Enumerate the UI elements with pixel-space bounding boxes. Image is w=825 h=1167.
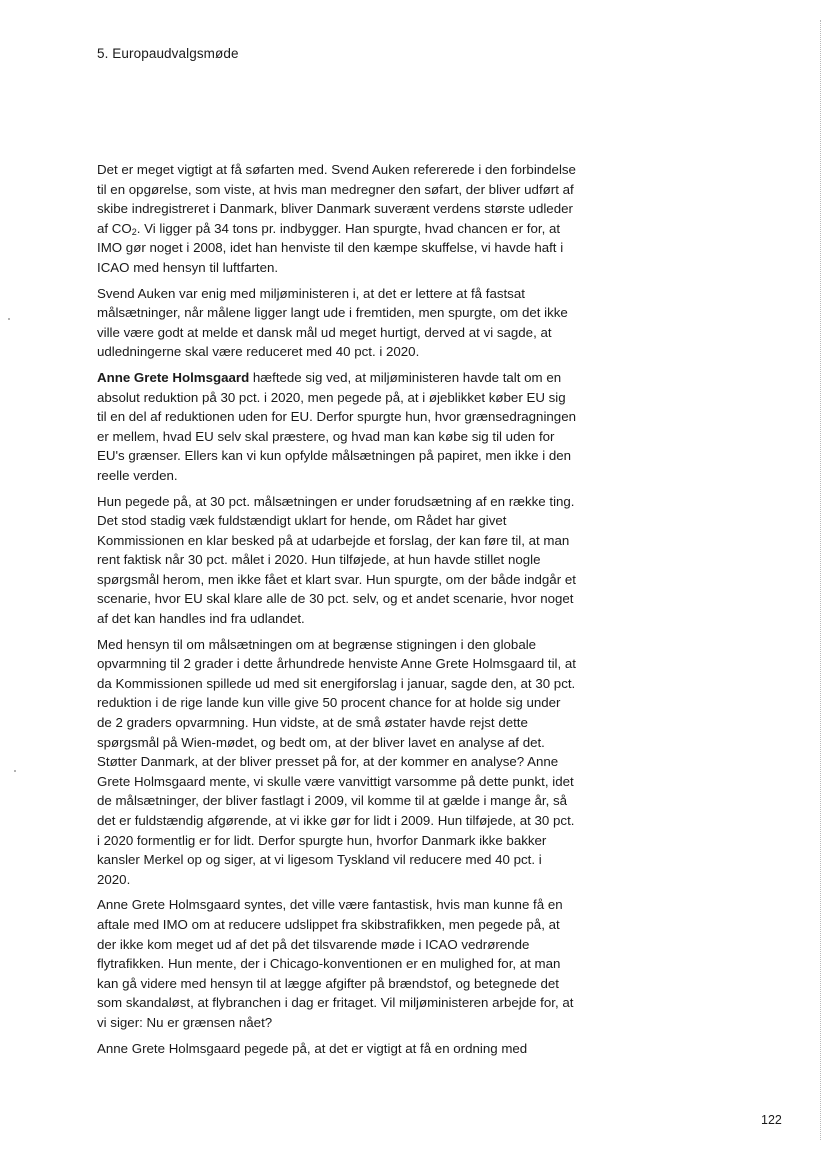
speaker-name: Anne Grete Holmsgaard (97, 369, 250, 385)
paragraph-3 (97, 368, 577, 486)
paragraph-4: Hun pegede på, at 30 pct. målsætningen er under forudsætning af en række ting. Det stod stadig væk fuldstændigt uklart for hende, om Rådet har givet Kommissionen en klar besked på at udarbejde et forslag, der kan føre til, at man rent faktisk når 30 pct. målet i 2020. Hun tilføjede, at hun havde stillet nogle spørgsmål herom, men ikke fået et klart svar. Hun spurgte, om der både indgår et scenarie, hvor EU skal klare alle de 30 pct. selv, og et andet scenarie, hvor noget af det kan handles ind fra udlandet. (97, 493, 576, 627)
page-header: 5. Europaudvalgsmøde (97, 46, 239, 61)
paragraph-7: Anne Grete Holmsgaard pegede på, at det er vigtigt at få en ordning med (97, 1040, 528, 1056)
paragraph-3-text: hæftede sig ved, at miljøministeren havde talt om en absolut reduktion på 30 pct. i 2020, men pegede på, at i øjeblikket køber EU sig til en del af reduktionen uden for EU. Derfor spurgte hun, hvor grænsedragningen er mellem, hvad EU selv skal præstere, og hvad man kan købe sig til uden for EU's grænser. Ellers kan vi kun opfylde målsætningen på papiret, men ikke i den reelle verden. (97, 369, 576, 483)
co2-subscript: 2 (131, 226, 137, 237)
paragraph-1 (97, 160, 577, 278)
page-number: 122 (761, 1113, 782, 1127)
scan-speck (8, 318, 10, 320)
paragraph-5: Med hensyn til om målsætningen om at begrænse stigningen i den globale opvarmning til 2 grader i dette århundrede henviste Anne Grete Holmsgaard til, at da Kommissionen spillede ud med sit energiforslag i januar, sagde den, at 30 pct. reduktion i de rige lande kun ville give 50 procent chance for at holde sig under de 2 graders opvarmning. Hun vidste, at de små østater havde rejst dette spørgsmål på Wien-mødet, og bedt om, at der bliver lavet en analyse af det. Støtter Danmark, at der bliver presset på for, at der kommer en analyse? Anne Grete Holmsgaard mente, vi skulle være vanvittigt varsomme på dette punkt, idet de målsætninger, der bliver fastlagt i 2009, vil komme til at gælde i mange år, så det er fuldstændig afgørende, at vi ikke gør for lidt i 2009. Hun tilføjede, at 30 pct. i 2020 formentlig er for lidt. Derfor spurgte hun, hvorfor Danmark ikke bakker kansler Merkel op og siger, at vi ligesom Tyskland vil reducere med 40 pct. i 2020. (97, 636, 576, 887)
paragraph-2: Svend Auken var enig med miljøministeren i, at det er lettere at få fastsat målsætninger, når målene ligger langt ude i fremtiden, men spurgte, om det ikke ville være godt at melde et dansk mål ud meget hurtigt, derved at vi sagde, at udledningerne skal være reduceret med 40 pct. i 2020. (97, 285, 568, 360)
paragraph-6: Anne Grete Holmsgaard syntes, det ville være fantastisk, hvis man kunne få en aftale med IMO om at reducere udslippet fra skibstrafikken, men pegede på, at der ikke kom meget ud af det på det tilsvarende møde i ICAO vedrørende flytrafikken. Hun mente, der i Chicago-konventionen er en mulighed for, at man kan gå videre med hensyn til at lægge afgifter på brændstof, og betegnede det som skandaløst, at flybranchen i dag er fritaget. Vil miljøministeren arbejde for, at vi siger: Nu er grænsen nået? (97, 897, 574, 1030)
paragraph-1-text: Det er meget vigtigt at få søfarten med. Svend Auken refererede i den forbindelse til en opgørelse, som viste, at hvis man medregner den søfart, der bliver udført af skibe indregistreret i Danmark, bliver Danmark suverænt verdens største udleder af CO (97, 162, 576, 236)
scan-speck (14, 770, 16, 772)
paragraph-1-text-cont: . Vi ligger på 34 tons pr. indbygger. Han spurgte, hvad chancen er for, at IMO gør noget i 2008, idet han henviste til den kæmpe skuffelse, vi havde haft i ICAO med hensyn til luftfarten. (97, 220, 564, 275)
scan-edge-artifact (819, 20, 821, 1140)
document-body (97, 160, 577, 1064)
